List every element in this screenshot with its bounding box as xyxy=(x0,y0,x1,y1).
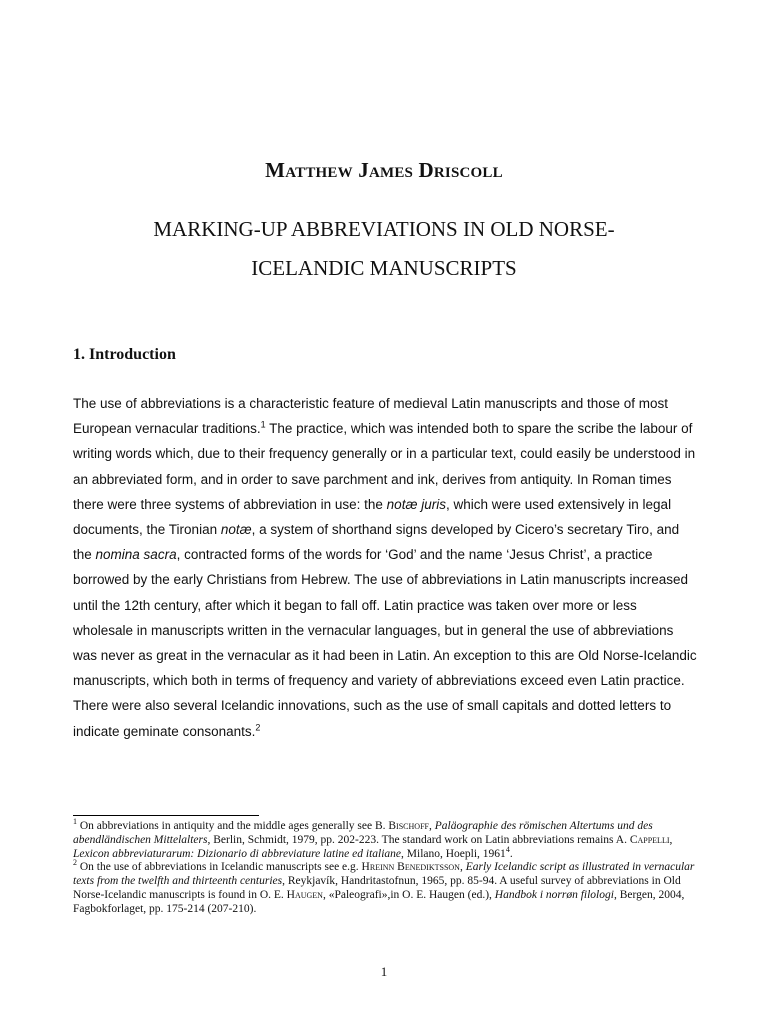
section-heading: 1. Introduction xyxy=(73,346,176,363)
author-name: Matthew James Driscoll xyxy=(265,158,503,182)
term-notae-juris: notæ juris xyxy=(386,496,446,512)
footnote-text: , xyxy=(459,861,466,874)
footnote-text: , Milano, Hoepli, 1961 xyxy=(401,847,506,860)
citation-title: Lexicon abbreviaturarum: Dizionario di abbreviature latine ed italiane xyxy=(73,847,402,860)
body-text-part: , a system of shorthand signs developed by Cicero’s secretary Tiro, and the xyxy=(73,522,680,563)
body-paragraph xyxy=(73,391,697,744)
author-hreinn: Hreinn Benediktsson xyxy=(361,861,460,874)
footnote-number: 2 xyxy=(73,858,77,868)
footnote-text: . xyxy=(509,847,513,860)
footnote-number: 1 xyxy=(73,817,77,827)
body-text-part: , which were used extensively in legal documents, the Tironian xyxy=(73,496,672,538)
footnote-1 xyxy=(73,817,697,861)
term-notae: notæ xyxy=(220,522,252,538)
footnote-text: , Bergen, 2004, Fagbokforlaget, pp. 175-214 (207-210). xyxy=(73,888,685,915)
footnote-2 xyxy=(73,858,697,916)
footnote-text: , xyxy=(428,820,435,832)
footnote-text: , Berlin, Schmidt, 1979, pp. 202-223. The standard work on Latin abbreviations remains A. xyxy=(207,833,630,846)
title-line-2: ICELANDIC MANUSCRIPTS xyxy=(251,256,517,280)
title-line-1: MARKING-UP ABBREVIATIONS IN OLD NORSE- xyxy=(153,217,615,241)
footnote-text: , xyxy=(669,833,673,846)
paper-title xyxy=(0,210,768,288)
author-bischoff: Bischoff xyxy=(388,820,429,832)
footnote-separator xyxy=(73,815,259,816)
footnote-text: , «Paleografi»,in O. E. Haugen (ed.), xyxy=(322,888,495,901)
citation-title: Early Icelandic script as illustrated in vernacular texts from the twelfth and thirteenth centuries xyxy=(73,861,695,888)
footnote-ref-2[interactable]: 2 xyxy=(255,722,261,733)
body-text-part: The use of abbreviations is a characteristic feature of medieval Latin manuscripts and those of most European vernacular traditions. xyxy=(73,396,669,437)
footnotes xyxy=(73,817,697,917)
footnote-text: On the use of abbreviations in Icelandic manuscripts see e.g. xyxy=(77,861,362,874)
body-text-part: The practice, which was intended both to spare the scribe the labour of writing words which, due to their frequency generally or in a particular text, could easily be understood in an abbreviated form, and in order to save parchment and ink, derives from antiquity. In Roman times there were three systems of abbreviation in use: the xyxy=(73,421,696,512)
edition-number: 4 xyxy=(505,844,510,854)
term-nomina-sacra: nomina sacra xyxy=(95,547,177,563)
footnote-text: On abbreviations in antiquity and the middle ages generally see B. xyxy=(77,820,389,832)
page-number: 1 xyxy=(380,964,388,979)
body-text-part: , contracted forms of the words for ‘God’ and the name ‘Jesus Christ’, a practice borrowed by the early Christians from Hebrew. The use of abbreviations in Latin manuscripts increased until the 12th century, after which it began to fall off. Latin practice was taken over more or less wholesale in manuscripts written in the vernacular languages, but in general the use of abbreviations was never as great in the vernacular as it had been in Latin. An exception to this are Old Norse-Icelandic manuscripts, which both in terms of frequency and variety of abbreviations exceed even Latin practice. There were also several Icelandic innovations, such as the use of small capitals and dotted letters to indicate geminate consonants. xyxy=(73,547,697,739)
citation-title: Paläographie des römischen Altertums und des abendländischen Mittelalters xyxy=(73,820,653,846)
footnote-text: , Reykjavík, Handritastofnun, 1965, pp. 85-94. A useful survey of abbreviations in Old Norse-Icelandic manuscripts is found in O. E. xyxy=(73,875,681,901)
citation-title: Handbok i norrøn filologi xyxy=(494,888,614,901)
author-cappelli: Cappelli xyxy=(629,833,670,846)
author-haugen: Haugen xyxy=(286,888,323,901)
footnote-ref-1[interactable]: 1 xyxy=(260,419,266,430)
